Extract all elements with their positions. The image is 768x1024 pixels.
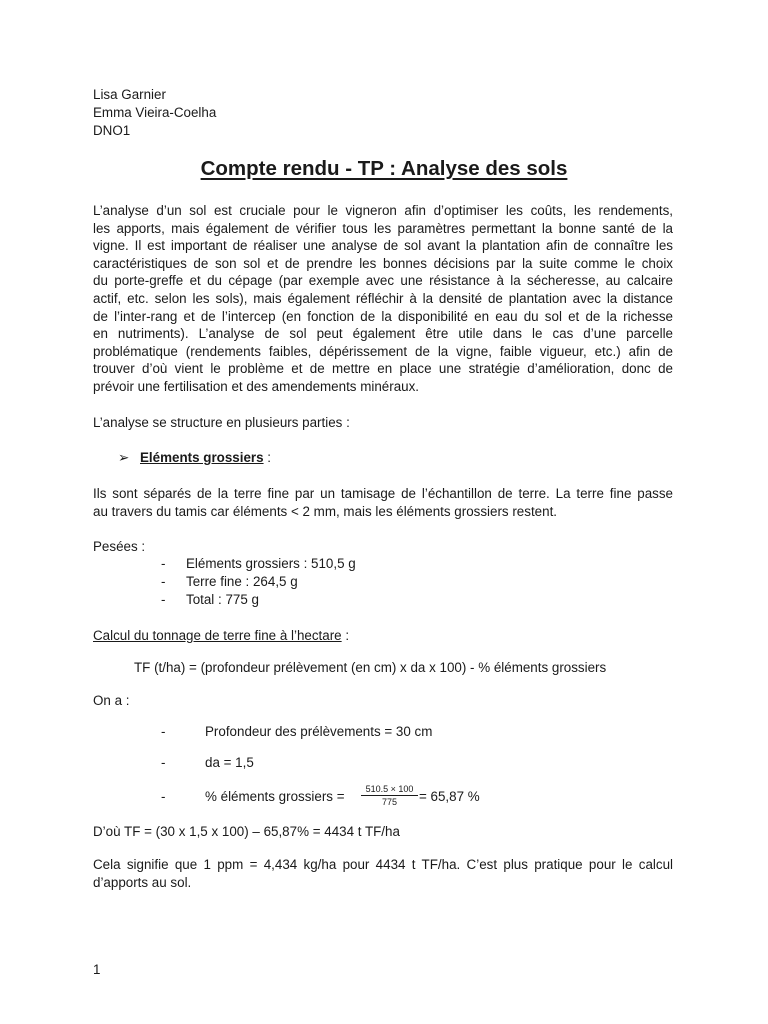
conclusion-paragraph [93, 856, 673, 891]
paragraph-line: les apports, mais également de vérifier tous les paramètres permettant la bonne santé de la [93, 220, 673, 236]
structure-sentence: L’analyse se structure en plusieurs parties : [93, 415, 350, 430]
paragraph-line: du porte-greffe et du cépage (par exemple avec une résistance à la sécheresse, au calcaire [93, 273, 673, 289]
paragraph-line: problématique (rendements faibles, dépérissement de la vigne, faible vigueur, etc.) afin de [93, 343, 673, 359]
document-title: Compte rendu - TP : Analyse des sols [200, 157, 568, 180]
arrow-bullet-icon: ➢ [118, 450, 130, 465]
param-text: Profondeur des prélèvements = 30 cm [205, 724, 433, 739]
list-item-text: Terre fine : 264,5 g [186, 574, 298, 589]
author-block [93, 86, 216, 139]
paragraph-line: prévoir une fertilisation et des amendements minéraux. [93, 378, 420, 394]
section-heading-suffix: : [263, 450, 272, 465]
paragraph-line: de l’inter-rang et de l’intercep (en fonction de la disponibilité en eau du sol et de la richesse [93, 308, 673, 324]
paragraph-line: d’apports au sol. [93, 874, 192, 890]
param-text: % éléments grossiers = [205, 789, 345, 804]
page-number: 1 [93, 962, 101, 977]
paragraph-line: L’analyse d’un sol est cruciale pour le vigneron afin d’optimiser les coûts, les rendements, [93, 203, 673, 218]
class-code: DNO1 [93, 122, 131, 138]
document-page: Lisa Garnier Emma Vieira-Coelha DNO1 Compte rendu - TP : Analyse des sols L’analyse d’un sol est cruciale pour le vigneron afin d’optimiser les coûts, les rendements, les apports, mais également de vérifier tous les paramètres permettant la bonne santé de la vigne. Il est important de réaliser une analyse de sol avant la plantation afin de connaître les caractéristiques de son sol et de prendre les bonnes décisions par la suite comme le choix du porte-greffe et du cépage (par exemple avec une résistance à la sécheresse, au calcaire actif, etc. selon les sols), mais également réfléchir à la densité de plantation avec la distance de l’inter-rang et de l’intercep (en fonction de la disponibilité en eau du sol et de la richesse en nutriments). L’analyse de sol peut également être utile dans le cas d’une parcelle problématique (rendements faibles, dépérissement de la vigne, faible vigueur, etc.) afin de trouver d’où vient le problème et de mettre en place une stratégie d’amélioration, donc de prévoir une fertilisation et des amendements minéraux. L’analyse se structure en plusieurs parties : ➢ Eléments grossiers : Ils sont séparés de la terre fine par un tamisage de l’échantillon de terre. La terre fine passe au travers du tamis car éléments < 2 mm, mais les éléments grossiers restent. Pesées : - Eléments grossiers : 510,5 g - Terre fine : 264,5 g - Total : 775 g Calcul du tonnage de terre fine à l’hectare : TF (t/ha) = (profondeur prélèvement (en cm) x da x 100) - % éléments grossiers On a : - Profondeur des prélèvements = 30 cm - da = 1,5 - % éléments grossiers = = 65,87 % $\frac{510.5 \times 100}{775}$ D’où TF = (30 x 1,5 x 100) – 65,87% = 4434 t TF/ha Cela signifie que 1 ppm = 4,434 kg/ha pour 4434 t TF/ha. C’est plus pratique pour le calcul d’apports au sol. 1 [0, 0, 768, 1024]
fraction [361, 784, 418, 807]
paragraph-line: vigne. Il est important de réaliser une analyse de sol avant la plantation afin de connaître les [93, 238, 673, 254]
fraction-result: = 65,87 % [419, 789, 480, 804]
weighings-label: Pesées : [93, 539, 146, 554]
on-a-label: On a : [93, 693, 130, 708]
section-heading [118, 450, 271, 466]
list-item-text: Total : 775 g [186, 592, 259, 607]
calc-heading-label: Calcul du tonnage de terre fine à l’hectare [93, 628, 342, 643]
separation-paragraph [93, 485, 673, 520]
list-item-text: Eléments grossiers : 510,5 g [186, 556, 356, 571]
calc-heading-suffix: : [341, 628, 350, 643]
author-name: Emma Vieira-Coelha [93, 104, 217, 120]
author-name: Lisa Garnier [93, 87, 166, 102]
paragraph-line: trouver d’où vient le problème et de mettre en place une stratégie d’amélioration, donc de [93, 361, 673, 377]
paragraph-line: actif, etc. selon les sols), mais également réfléchir à la densité de plantation avec la distance [93, 290, 673, 306]
paragraph-line: Ils sont séparés de la terre fine par un tamisage de l’échantillon de terre. La terre fine passe [93, 486, 673, 501]
paragraph-line: au travers du tamis car éléments < 2 mm, mais les éléments grossiers restent. [93, 503, 558, 519]
paragraph-line: caractéristiques de son sol et de prendre les bonnes décisions par la suite comme le choix [93, 255, 673, 271]
intro-paragraph [93, 202, 673, 396]
calc-heading [93, 627, 349, 645]
fraction-numerator: 510.5 × 100 [361, 784, 418, 796]
section-heading-label: Eléments grossiers [140, 450, 264, 465]
param-text: da = 1,5 [205, 755, 254, 770]
formula: TF (t/ha) = (profondeur prélèvement (en cm) x da x 100) - % éléments grossiers [134, 660, 607, 675]
result-line: D’où TF = (30 x 1,5 x 100) – 65,87% = 4434 t TF/ha [93, 824, 400, 839]
fraction-denominator: 775 [381, 797, 398, 807]
paragraph-line: en nutriments). L’analyse de sol peut également être utile dans le cas d’une parcelle [93, 326, 673, 342]
paragraph-line: Cela signifie que 1 ppm = 4,434 kg/ha pour 4434 t TF/ha. C’est plus pratique pour le calcul [93, 857, 673, 872]
